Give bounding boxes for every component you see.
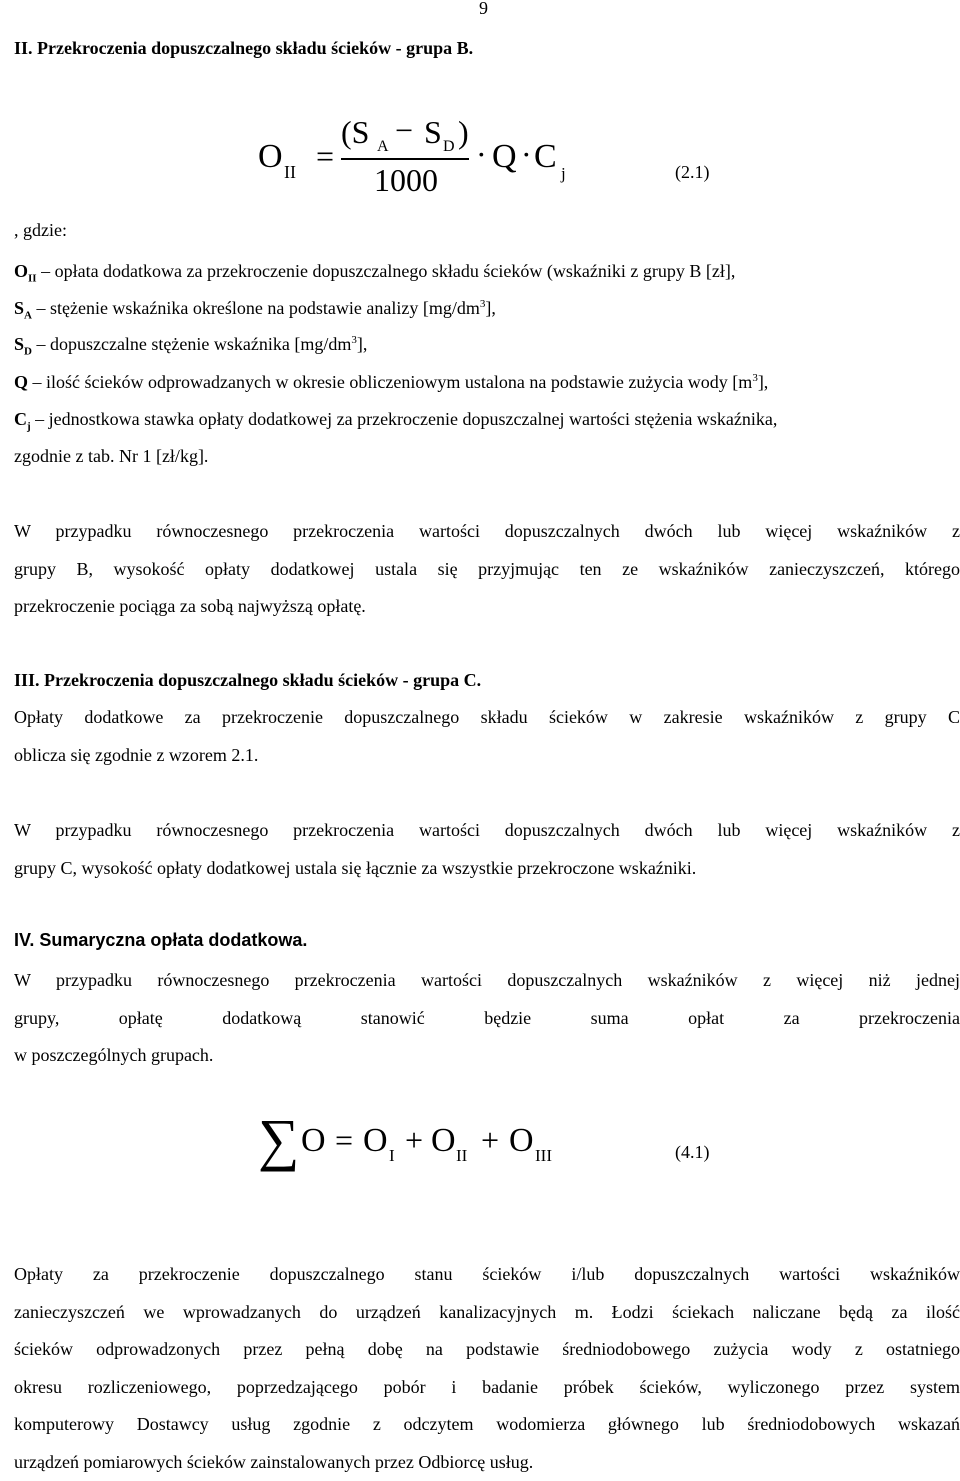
def-text: – opłata dodatkowa za przekroczenie dopuszczalnego składu ścieków (wskaźniki z grupy B [zł], — [37, 261, 736, 281]
section-3-paragraph-2 — [14, 812, 960, 887]
formula-equals: = — [335, 1122, 353, 1159]
section-3-heading: III. Przekroczenia dopuszczalnego składu ścieków - grupa C. — [14, 670, 481, 691]
formula-sa-sub: A — [377, 138, 389, 156]
def-symbol: O — [14, 261, 28, 281]
def-text: – stężenie wskaźnika określone na podstawie analizy [mg/dm — [32, 298, 480, 318]
section-4-paragraph — [14, 962, 960, 1075]
def-continuation: zgodnie z tab. Nr 1 [zł/kg]. — [14, 446, 208, 467]
def-symbol-sub: D — [24, 346, 32, 358]
para-line: ścieków odprowadzonych przez pełną dobę na podstawie średniodobowego zużycia wody z ostatniego — [14, 1331, 960, 1369]
formula-o3: O — [509, 1122, 534, 1160]
para-line: przekroczenie pociąga za sobą najwyższą opłatę. — [14, 588, 960, 626]
para-line: w poszczególnych grupach. — [14, 1037, 960, 1075]
formula-lhs: O — [258, 138, 283, 176]
def-s-a — [14, 298, 496, 319]
def-tail: ], — [485, 298, 496, 318]
para-line: W przypadku równoczesnego przekroczenia wartości dopuszczalnych dwóch lub więcej wskaźników z — [14, 513, 960, 551]
formula-o1: O — [363, 1122, 388, 1160]
formula-q: Q — [492, 138, 517, 176]
para-line: W przypadku równoczesnego przekroczenia wartości dopuszczalnych dwóch lub więcej wskaźników z — [14, 812, 960, 850]
formula-o: O — [301, 1122, 326, 1160]
def-symbol: S — [14, 298, 24, 318]
formula-minus: − — [395, 112, 413, 149]
formula-num-close: ) — [458, 114, 469, 151]
para-line: komputerowy Dostawcy usług zgodnie z odczytem wodomierza głównego lub średniodobowych wskazań — [14, 1406, 960, 1444]
para-line: urządzeń pomiarowych ścieków zainstalowanych przez Odbiorcę usług. — [14, 1444, 960, 1481]
formula-o2-sub: II — [456, 1146, 467, 1166]
def-sup: 3 — [480, 298, 486, 310]
formula-o2: O — [431, 1122, 456, 1160]
def-symbol: Q — [14, 372, 28, 392]
formula-plus-1: + — [405, 1122, 423, 1159]
section-3-paragraph-1 — [14, 699, 960, 774]
formula-sd-sub: D — [443, 138, 455, 156]
final-paragraph — [14, 1256, 960, 1481]
section-2-paragraph — [14, 513, 960, 626]
formula-equals: = — [316, 138, 334, 175]
def-o-ii — [14, 261, 735, 282]
para-line: grupy, opłatę dodatkową stanowić będzie suma opłat za przekroczenia — [14, 1000, 960, 1038]
para-line: Opłaty dodatkowe za przekroczenie dopuszczalnego składu ścieków w zakresie wskaźników z grupy C — [14, 699, 960, 737]
formula-sd: S — [424, 114, 442, 151]
formula-num-open: (S — [341, 114, 369, 151]
def-q — [14, 372, 768, 393]
para-line: grupy C, wysokość opłaty dodatkowej ustala się łącznie za wszystkie przekroczone wskaźniki. — [14, 850, 960, 888]
def-sup: 3 — [351, 334, 357, 346]
formula-o1-sub: I — [389, 1146, 395, 1166]
def-sup: 3 — [752, 372, 758, 384]
para-line: grupy B, wysokość opłaty dodatkowej ustala się przyjmując ten ze wskaźników zanieczyszczeń, którego — [14, 551, 960, 589]
def-symbol: S — [14, 334, 24, 354]
formula-lhs-sub: II — [284, 162, 296, 183]
def-symbol: C — [14, 409, 27, 429]
def-symbol-sub: II — [28, 273, 37, 285]
def-symbol-sub: j — [27, 421, 31, 433]
formula-number-2-1: (2.1) — [675, 162, 710, 183]
fraction-bar — [341, 158, 469, 160]
formula-denominator: 1000 — [374, 162, 438, 199]
formula-dot: · — [476, 136, 487, 173]
page-number: 9 — [479, 0, 488, 19]
section-4-heading: IV. Sumaryczna opłata dodatkowa. — [14, 930, 307, 951]
def-s-d — [14, 334, 367, 355]
formula-c-sub: j — [561, 164, 566, 184]
where-label: , gdzie: — [14, 220, 67, 241]
formula-number-4-1: (4.1) — [675, 1142, 710, 1163]
section-2-heading: II. Przekroczenia dopuszczalnego składu ścieków - grupa B. — [14, 38, 473, 59]
formula-2-1 — [0, 110, 960, 210]
formula-c: C — [534, 138, 557, 176]
para-line: okresu rozliczeniowego, poprzedzającego pobór i badanie próbek ścieków, wyliczonego przez system — [14, 1369, 960, 1407]
formula-4-1 — [0, 1110, 960, 1190]
formula-plus-2: + — [481, 1122, 499, 1159]
sigma-symbol: ∑ — [258, 1106, 299, 1173]
def-text: – jednostkowa stawka opłaty dodatkowej za przekroczenie dopuszczalnej wartości stężenia wskaźnika, — [31, 409, 778, 429]
def-text: – ilość ścieków odprowadzanych w okresie obliczeniowym ustalona na podstawie zużycia wody [m — [28, 372, 752, 392]
formula-o3-sub: III — [535, 1146, 552, 1166]
def-tail: ], — [758, 372, 769, 392]
para-line: Opłaty za przekroczenie dopuszczalnego stanu ścieków i/lub dopuszczalnych wartości wskaźników — [14, 1256, 960, 1294]
para-line: W przypadku równoczesnego przekroczenia wartości dopuszczalnych wskaźników z więcej niż jednej — [14, 962, 960, 1000]
para-line: zanieczyszczeń we wprowadzanych do urządzeń kanalizacyjnych m. Łodzi ściekach naliczane będą za ilość — [14, 1294, 960, 1332]
formula-dot-2: · — [521, 136, 532, 173]
para-line: oblicza się zgodnie z wzorem 2.1. — [14, 737, 960, 775]
def-text: – dopuszczalne stężenie wskaźnika [mg/dm — [32, 334, 351, 354]
def-c-j — [14, 409, 777, 430]
def-symbol-sub: A — [24, 310, 32, 322]
def-tail: ], — [357, 334, 368, 354]
